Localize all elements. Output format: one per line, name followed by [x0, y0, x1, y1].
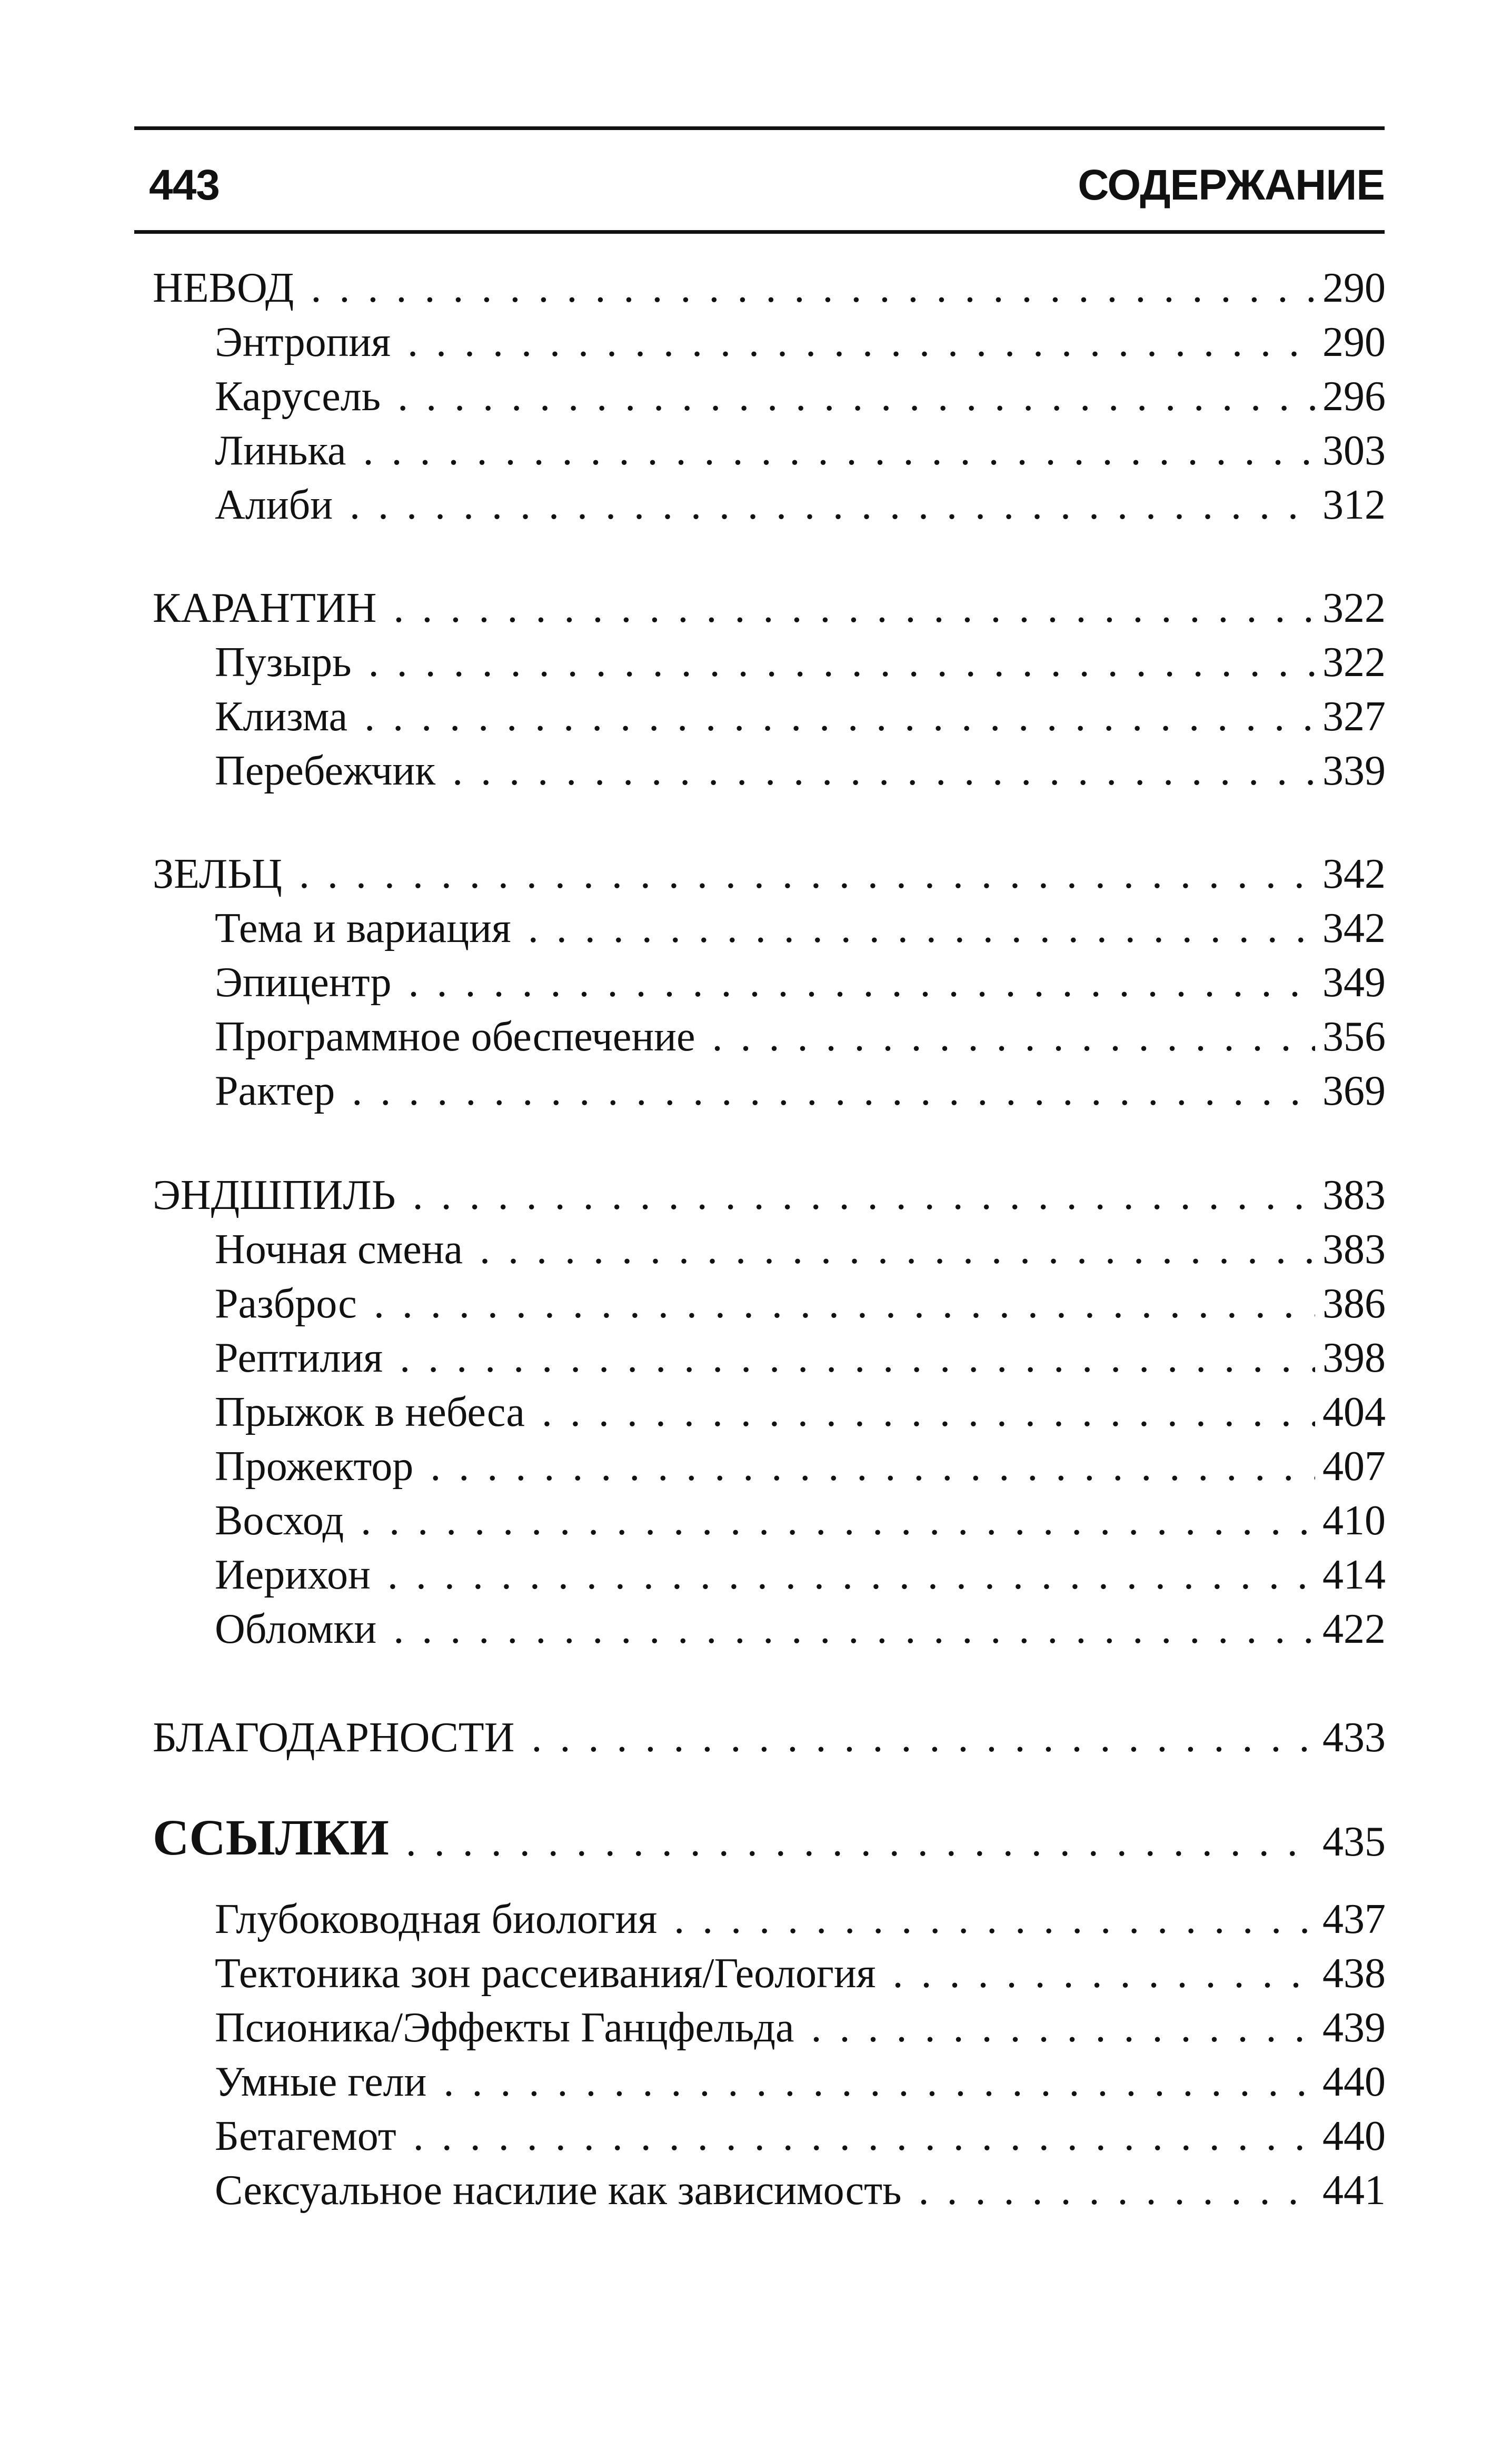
toc-page-number: 312 — [1322, 482, 1386, 528]
toc-item — [153, 1435, 1386, 1490]
toc-section-title: ЭНДШПИЛЬ — [153, 1172, 396, 1218]
page-number: 443 — [149, 161, 220, 209]
toc-page-number: 433 — [1322, 1714, 1386, 1761]
toc-item-title: Энтропия — [215, 319, 391, 365]
toc-page-number: 438 — [1322, 1950, 1386, 1997]
toc-item-title: Восход — [215, 1497, 344, 1544]
toc-item — [153, 365, 1386, 418]
toc-item — [153, 897, 1386, 949]
toc-item-title: Рептилия — [215, 1335, 383, 1381]
toc-page-number: 322 — [1322, 639, 1386, 686]
toc-item — [153, 2105, 1386, 2157]
running-title: СОДЕРЖАНИЕ — [1078, 161, 1385, 209]
toc-item-title: Иерихон — [215, 1552, 371, 1598]
toc-item-title: Глубоководная биология — [215, 1896, 658, 1942]
toc-item — [153, 419, 1386, 472]
toc-page-number: 383 — [1322, 1172, 1386, 1218]
toc-item — [153, 1888, 1386, 1940]
toc-page-number: 339 — [1322, 748, 1386, 794]
toc-item — [153, 739, 1386, 792]
toc-item — [153, 951, 1386, 1004]
leader-dots — [413, 2115, 1315, 2157]
toc-page-number: 422 — [1322, 1606, 1386, 1652]
toc-item-title: Умные гели — [215, 2059, 427, 2105]
toc-page-number: 441 — [1322, 2167, 1386, 2214]
toc-item — [153, 1326, 1386, 1379]
toc-page-number: 414 — [1322, 1552, 1386, 1598]
toc-item-title: Прожектор — [215, 1443, 414, 1490]
leader-dots — [364, 696, 1315, 738]
leader-dots — [393, 587, 1315, 629]
toc-page-number: 342 — [1322, 851, 1386, 897]
toc-section-title: ЗЕЛЬЦ — [153, 851, 282, 897]
toc-page-number: 303 — [1322, 428, 1386, 474]
leader-dots — [397, 375, 1315, 418]
toc-item — [153, 2050, 1386, 2103]
leader-dots — [393, 1608, 1315, 1650]
toc-item — [153, 1543, 1386, 1596]
toc-page-number: 369 — [1322, 1068, 1386, 1114]
toc-section-karantin — [153, 577, 1386, 629]
toc-page-number: 437 — [1322, 1896, 1386, 1942]
toc-page-number: 290 — [1322, 319, 1386, 365]
toc-item — [153, 685, 1386, 738]
toc-section-references — [153, 1800, 1386, 1866]
toc-section-endshpil — [153, 1164, 1386, 1216]
leader-dots — [528, 907, 1315, 949]
leader-dots — [892, 1952, 1315, 1995]
toc-page-number: 440 — [1322, 2113, 1386, 2159]
toc-page-number: 349 — [1322, 959, 1386, 1006]
leader-dots — [387, 1554, 1315, 1596]
toc-item-title: Клизма — [215, 693, 348, 740]
toc-page-number: 383 — [1322, 1226, 1386, 1273]
toc-item-title: Псионика/Эффекты Ганцфельда — [215, 2005, 794, 2051]
leader-dots — [299, 853, 1315, 895]
leader-dots — [430, 1445, 1315, 1487]
toc-item-title: Эпицентр — [215, 959, 392, 1006]
toc-page-number: 386 — [1322, 1281, 1386, 1327]
toc-item-title: Сексуальное насилие как зависимость — [215, 2167, 902, 2214]
toc-page-number: 435 — [1322, 1819, 1386, 1865]
toc-section-title: БЛАГОДАРНОСТИ — [153, 1714, 515, 1761]
toc-page-number: 342 — [1322, 905, 1386, 951]
toc-page-number: 439 — [1322, 2005, 1386, 2051]
leader-dots — [542, 1391, 1315, 1433]
toc-item — [153, 473, 1386, 526]
toc-item — [153, 1942, 1386, 1995]
leader-dots — [400, 1337, 1315, 1379]
table-of-contents — [153, 0, 1386, 2460]
toc-item — [153, 311, 1386, 363]
leader-dots — [369, 641, 1315, 683]
toc-item — [153, 1218, 1386, 1271]
leader-dots — [480, 1228, 1315, 1271]
toc-item-title: Тема и вариация — [215, 905, 511, 951]
leader-dots — [406, 1821, 1315, 1863]
toc-item-title: Линька — [215, 428, 346, 474]
toc-item-title: Пузырь — [215, 639, 352, 686]
toc-section-zelts — [153, 842, 1386, 895]
toc-item-title: Ночная смена — [215, 1226, 463, 1273]
leader-dots — [363, 430, 1315, 472]
toc-item-title: Программное обеспечение — [215, 1014, 695, 1060]
toc-page-number: 296 — [1322, 373, 1386, 420]
leader-dots — [361, 1500, 1315, 1542]
toc-section-title: КАРАНТИН — [153, 585, 377, 631]
toc-page-number: 407 — [1322, 1443, 1386, 1490]
leader-dots — [350, 484, 1315, 526]
toc-item-title: Рактер — [215, 1068, 335, 1114]
toc-item-title: Алиби — [215, 482, 333, 528]
toc-item-title: Бетагемот — [215, 2113, 396, 2159]
toc-item — [153, 1996, 1386, 2049]
toc-item — [153, 631, 1386, 686]
leader-dots — [452, 750, 1315, 792]
toc-item-title: Карусель — [215, 373, 381, 420]
leader-dots — [531, 1717, 1315, 1759]
toc-item — [153, 1005, 1386, 1058]
leader-dots — [674, 1898, 1315, 1940]
leader-dots — [712, 1016, 1316, 1058]
leader-dots — [443, 2061, 1315, 2103]
toc-item — [153, 1381, 1386, 1433]
toc-section-nevod — [153, 256, 1386, 309]
toc-section-title: НЕВОД — [153, 265, 294, 311]
toc-item — [153, 1272, 1386, 1325]
toc-page-number: 322 — [1322, 585, 1386, 631]
leader-dots — [413, 1174, 1315, 1216]
toc-section-acknowledgements — [153, 1706, 1386, 1759]
toc-item — [153, 1059, 1386, 1112]
toc-item-title: Перебежчик — [215, 748, 436, 794]
leader-dots — [407, 321, 1315, 363]
toc-section-title: ССЫЛКИ — [153, 1809, 389, 1866]
toc-item-title: Обломки — [215, 1606, 377, 1652]
leader-dots — [919, 2169, 1315, 2211]
leader-dots — [311, 267, 1315, 309]
toc-page-number: 327 — [1322, 693, 1386, 740]
toc-page-number: 398 — [1322, 1335, 1386, 1381]
toc-item — [153, 2159, 1386, 2214]
toc-page-number: 410 — [1322, 1497, 1386, 1544]
toc-item-title: Тектоника зон рассеивания/Геология — [215, 1950, 876, 1997]
toc-page-number: 290 — [1322, 265, 1386, 311]
toc-page-number: 356 — [1322, 1014, 1386, 1060]
leader-dots — [811, 2007, 1315, 2049]
toc-item-title: Разброс — [215, 1281, 357, 1327]
leader-dots — [352, 1070, 1315, 1112]
toc-page-number: 404 — [1322, 1389, 1386, 1435]
toc-item — [153, 1489, 1386, 1542]
toc-page-number: 440 — [1322, 2059, 1386, 2105]
leader-dots — [374, 1283, 1315, 1325]
leader-dots — [409, 961, 1315, 1004]
toc-item — [153, 1598, 1386, 1650]
toc-item-title: Прыжок в небеса — [215, 1389, 525, 1435]
